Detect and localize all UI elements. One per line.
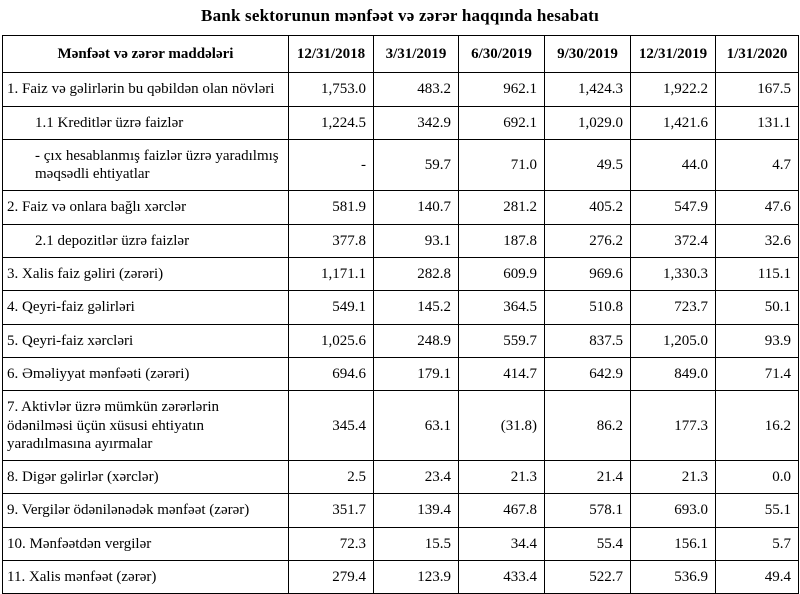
cell-value: 969.6 [545,258,631,291]
cell-value: 405.2 [545,191,631,224]
row-label: 6. Əməliyyat mənfəəti (zərəri) [3,357,289,390]
cell-value: 1,421.6 [631,106,716,139]
cell-value: 1,753.0 [289,73,374,106]
cell-value: 187.8 [459,224,545,257]
column-header-items: Mənfəət və zərər maddələri [3,36,289,73]
cell-value: 50.1 [716,291,799,324]
row-label: 10. Mənfəətdən vergilər [3,527,289,560]
cell-value: 23.4 [374,461,459,494]
table-row [3,494,799,527]
cell-value: 1,171.1 [289,258,374,291]
column-header-date: 9/30/2019 [545,36,631,73]
cell-value: 140.7 [374,191,459,224]
cell-value: 115.1 [716,258,799,291]
cell-value: 849.0 [631,357,716,390]
cell-value: (31.8) [459,391,545,461]
column-header-date: 1/31/2020 [716,36,799,73]
cell-value: 1,025.6 [289,324,374,357]
row-label: 4. Qeyri-faiz gəlirləri [3,291,289,324]
cell-value: 248.9 [374,324,459,357]
cell-value: 1,424.3 [545,73,631,106]
table-row [3,73,799,106]
row-label: 2. Faiz və onlara bağlı xərclər [3,191,289,224]
cell-value: 1,205.0 [631,324,716,357]
cell-value: 467.8 [459,494,545,527]
table-row [3,561,799,594]
column-header-date: 12/31/2018 [289,36,374,73]
cell-value: 131.1 [716,106,799,139]
cell-value: 642.9 [545,357,631,390]
table-row [3,291,799,324]
table-row [3,324,799,357]
cell-value: 282.8 [374,258,459,291]
cell-value: 44.0 [631,139,716,191]
cell-value: 1,029.0 [545,106,631,139]
table-header-row [3,36,799,73]
cell-value: 16.2 [716,391,799,461]
row-label: 2.1 depozitlər üzrə faizlər [3,224,289,257]
cell-value: 32.6 [716,224,799,257]
cell-value: 414.7 [459,357,545,390]
cell-value: 55.4 [545,527,631,560]
cell-value: 34.4 [459,527,545,560]
table-row [3,191,799,224]
cell-value: 377.8 [289,224,374,257]
cell-value: 21.3 [631,461,716,494]
cell-value: 433.4 [459,561,545,594]
cell-value: 179.1 [374,357,459,390]
cell-value: 49.5 [545,139,631,191]
cell-value: 1,330.3 [631,258,716,291]
row-label: 1.1 Kreditlər üzrə faizlər [3,106,289,139]
report-table [2,35,799,594]
table-row [3,258,799,291]
cell-value: 86.2 [545,391,631,461]
cell-value: 372.4 [631,224,716,257]
row-label: 11. Xalis mənfəət (zərər) [3,561,289,594]
cell-value: 483.2 [374,73,459,106]
cell-value: - [289,139,374,191]
cell-value: 547.9 [631,191,716,224]
page-title: Bank sektorunun mənfəət və zərər haqqında hesabatı [201,6,599,25]
row-label: 1. Faiz və gəlirlərin bu qəbildən olan növləri [3,73,289,106]
cell-value: 55.1 [716,494,799,527]
row-label: - çıx hesablanmış faizlər üzrə yaradılmış məqsədli ehtiyatlar [3,139,289,191]
cell-value: 71.4 [716,357,799,390]
table-row [3,461,799,494]
cell-value: 123.9 [374,561,459,594]
row-label: 8. Digər gəlirlər (xərclər) [3,461,289,494]
cell-value: 559.7 [459,324,545,357]
column-header-date: 6/30/2019 [459,36,545,73]
cell-value: 279.4 [289,561,374,594]
column-header-date: 3/31/2019 [374,36,459,73]
cell-value: 21.4 [545,461,631,494]
cell-value: 0.0 [716,461,799,494]
cell-value: 93.9 [716,324,799,357]
cell-value: 693.0 [631,494,716,527]
cell-value: 63.1 [374,391,459,461]
table-row [3,224,799,257]
cell-value: 49.4 [716,561,799,594]
cell-value: 21.3 [459,461,545,494]
cell-value: 522.7 [545,561,631,594]
cell-value: 47.6 [716,191,799,224]
cell-value: 1,922.2 [631,73,716,106]
cell-value: 692.1 [459,106,545,139]
cell-value: 177.3 [631,391,716,461]
cell-value: 4.7 [716,139,799,191]
cell-value: 510.8 [545,291,631,324]
cell-value: 2.5 [289,461,374,494]
cell-value: 71.0 [459,139,545,191]
cell-value: 139.4 [374,494,459,527]
table-body [3,73,799,594]
cell-value: 1,224.5 [289,106,374,139]
cell-value: 72.3 [289,527,374,560]
table-row [3,391,799,461]
cell-value: 5.7 [716,527,799,560]
row-label: 9. Vergilər ödənilənədək mənfəət (zərər) [3,494,289,527]
cell-value: 345.4 [289,391,374,461]
cell-value: 93.1 [374,224,459,257]
cell-value: 342.9 [374,106,459,139]
table-row [3,139,799,191]
cell-value: 156.1 [631,527,716,560]
cell-value: 351.7 [289,494,374,527]
row-label: 3. Xalis faiz gəliri (zərəri) [3,258,289,291]
cell-value: 536.9 [631,561,716,594]
cell-value: 15.5 [374,527,459,560]
row-label: 7. Aktivlər üzrə mümkün zərərlərin ödənilməsi üçün xüsusi ehtiyatın yaradılmasına ayırmalar [3,391,289,461]
cell-value: 578.1 [545,494,631,527]
cell-value: 609.9 [459,258,545,291]
column-header-date: 12/31/2019 [631,36,716,73]
cell-value: 59.7 [374,139,459,191]
cell-value: 281.2 [459,191,545,224]
cell-value: 694.6 [289,357,374,390]
table-row [3,106,799,139]
table-row [3,527,799,560]
cell-value: 581.9 [289,191,374,224]
cell-value: 962.1 [459,73,545,106]
cell-value: 145.2 [374,291,459,324]
row-label: 5. Qeyri-faiz xərcləri [3,324,289,357]
cell-value: 364.5 [459,291,545,324]
cell-value: 837.5 [545,324,631,357]
cell-value: 276.2 [545,224,631,257]
cell-value: 723.7 [631,291,716,324]
cell-value: 167.5 [716,73,799,106]
cell-value: 549.1 [289,291,374,324]
table-row [3,357,799,390]
